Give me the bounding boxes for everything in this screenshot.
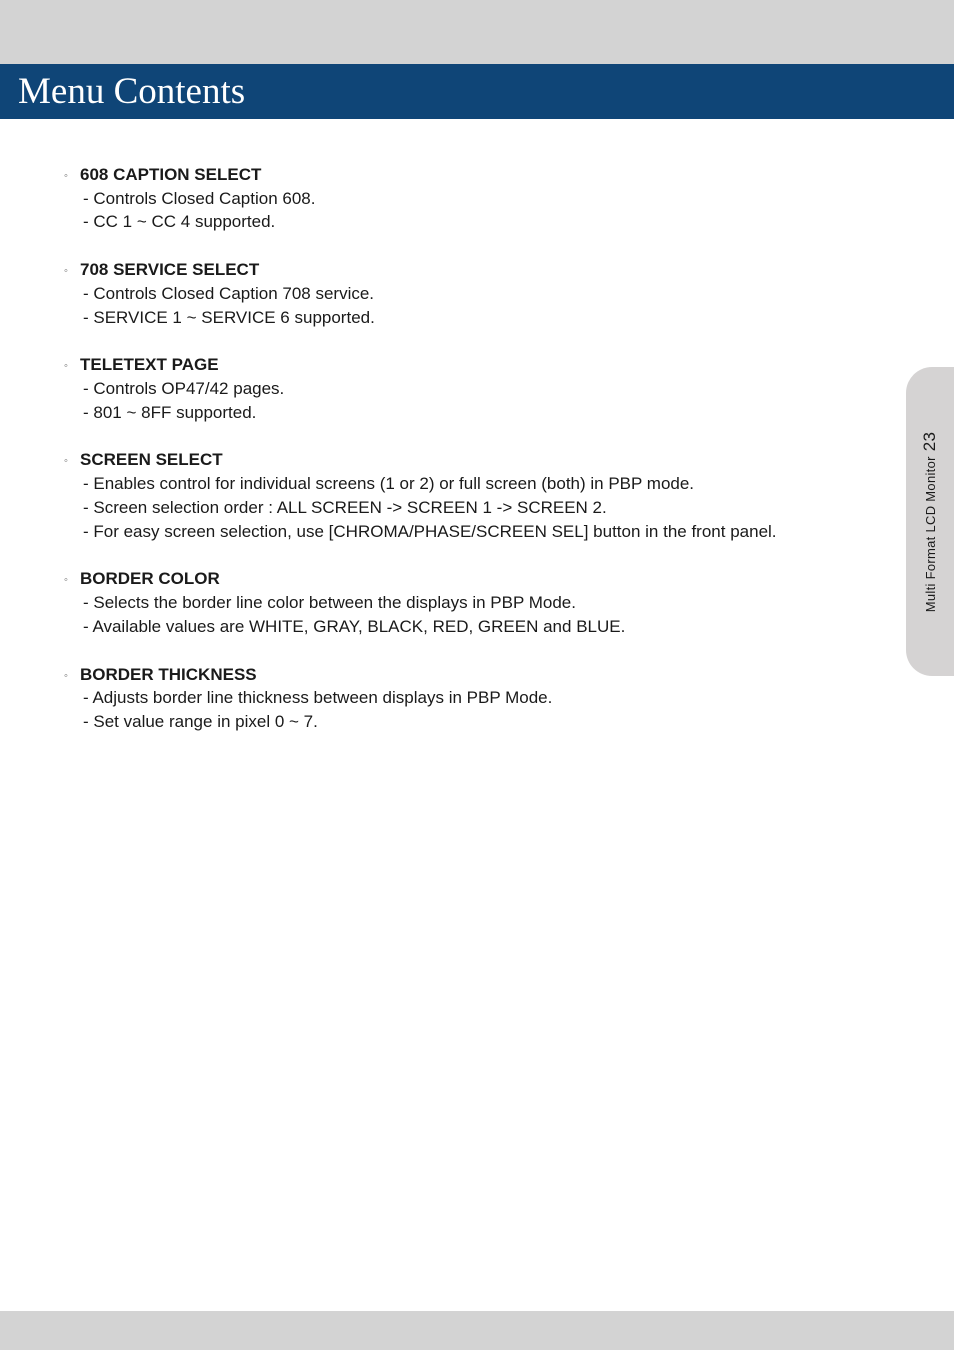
- section-title: 608 CAPTION SELECT: [80, 165, 262, 184]
- side-tab-label: [920, 431, 940, 612]
- section-title: SCREEN SELECT: [80, 450, 223, 469]
- side-tab: [906, 367, 954, 676]
- section-line: - Set value range in pixel 0 ~ 7.: [83, 712, 318, 731]
- section-line: - Enables control for individual screens (1 or 2) or full screen (both) in PBP mode.: [83, 474, 695, 493]
- bullet-icon: ◦: [64, 170, 68, 182]
- bullet-icon: ◦: [64, 574, 68, 586]
- top-band: [0, 0, 954, 64]
- section-line: - Controls Closed Caption 708 service.: [83, 284, 375, 303]
- section-title: 708 SERVICE SELECT: [80, 260, 260, 279]
- section-title: TELETEXT PAGE: [80, 355, 219, 374]
- page-title: Menu Contents: [18, 71, 246, 112]
- bullet-icon: ◦: [64, 360, 68, 372]
- section-title: BORDER COLOR: [80, 569, 220, 588]
- bullet-icon: ◦: [64, 455, 68, 467]
- section-line: - Controls Closed Caption 608.: [83, 189, 316, 208]
- bottom-band: [0, 1311, 954, 1350]
- section-line: - SERVICE 1 ~ SERVICE 6 supported.: [83, 308, 375, 327]
- section-line: - 801 ~ 8FF supported.: [83, 403, 257, 422]
- section-line: - Adjusts border line thickness between displays in PBP Mode.: [83, 688, 553, 707]
- section-line: - Selects the border line color between the displays in PBP Mode.: [83, 593, 576, 612]
- product-name: Multi Format LCD Monitor: [923, 455, 938, 612]
- section-title: BORDER THICKNESS: [80, 665, 257, 684]
- bullet-icon: ◦: [64, 670, 68, 682]
- section-line: - Controls OP47/42 pages.: [83, 379, 285, 398]
- section-line: - Screen selection order : ALL SCREEN -> SCREEN 1 -> SCREEN 2.: [83, 498, 607, 517]
- section-line: - CC 1 ~ CC 4 supported.: [83, 212, 276, 231]
- bullet-icon: ◦: [64, 265, 68, 277]
- title-bar: [0, 64, 954, 119]
- section-line: - Available values are WHITE, GRAY, BLACK, RED, GREEN and BLUE.: [83, 617, 626, 636]
- section-line: - For easy screen selection, use [CHROMA/PHASE/SCREEN SEL] button in the front panel.: [83, 522, 777, 541]
- page-number: 23: [920, 431, 939, 451]
